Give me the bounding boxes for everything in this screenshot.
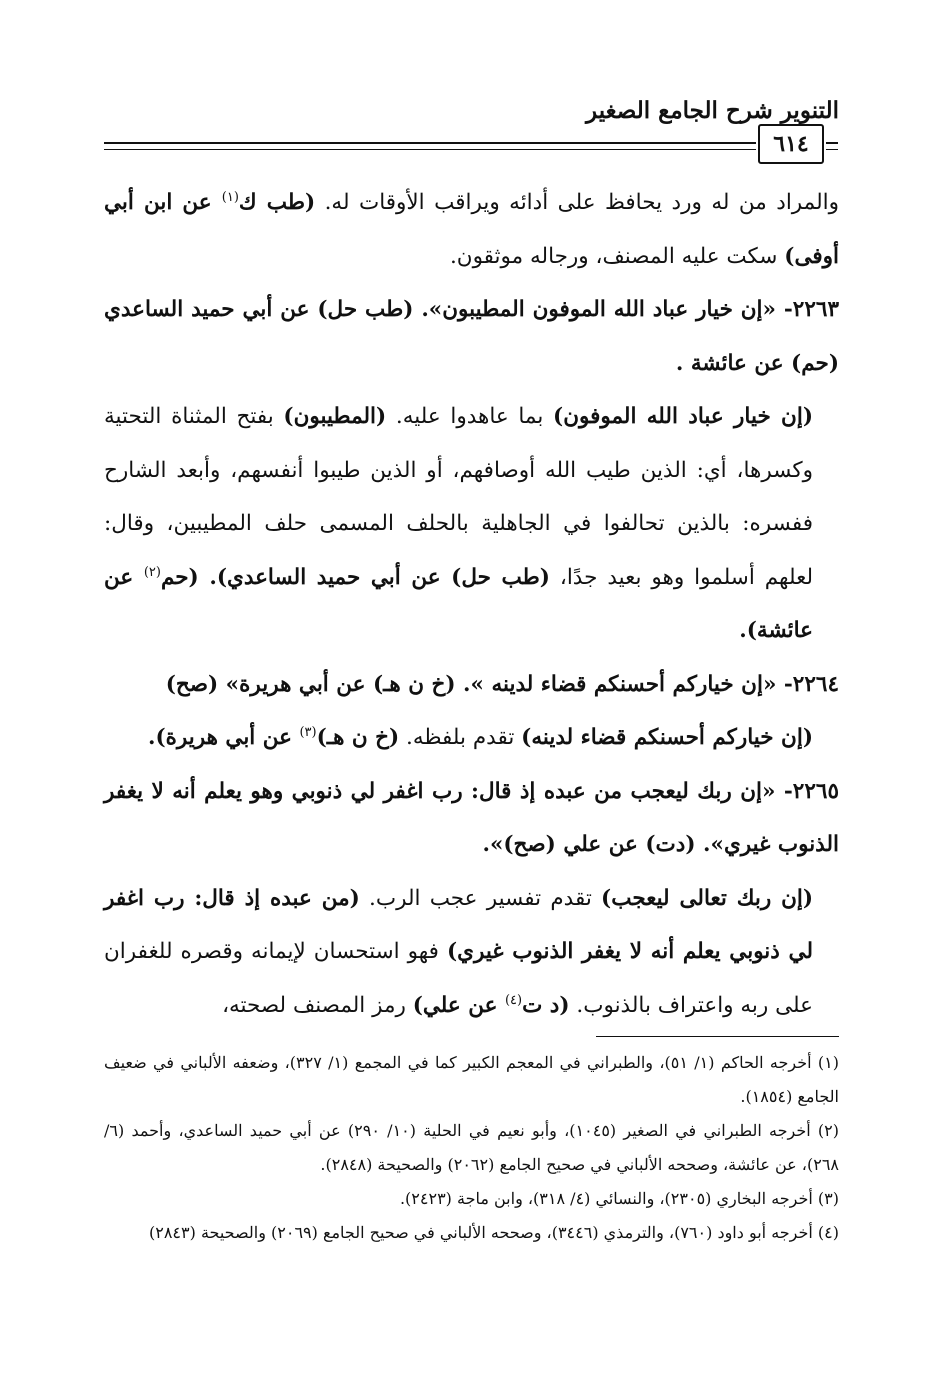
text-run: بما عاهدوا عليه. [386,404,554,429]
paragraph [104,390,839,658]
text-run: (المطيبون) [283,404,387,429]
text-run: تقدم بلفظه. [399,725,522,750]
text-run: (خ ن هـ) [316,725,400,750]
hadith-text: ٢٢٦٤- «إن خياركم أحسنكم قضاء لدينه ». (خ ن هـ) عن أبي هريرة» (صح) [165,671,839,697]
header-rule [104,142,756,150]
footnotes [104,1046,839,1250]
text-run: بفتح المثناة التحتية وكسرها، أي: الذين طيب الله أوصافهم، أو الذين طيبوا أنفسهم، وأبعد الشارح ففسره: بالذين تحالفوا في الجاهلية بالحلف المسمى حلف المطيبين، وقال: لعلهم أسلموا وهو بعيد جدًا، [104,404,814,590]
footnote: (٤) أخرجه أبو داود (٧٦٠)، والترمذي (٣٤٤٦)، وصححه الألباني في صحيح الجامع (٢٠٦٩) والصحيحة (٢٨٤٣) [148,1223,839,1242]
text-run: تقدم تفسير عجب الرب. [359,885,602,911]
text-run: (طب ك [238,190,316,215]
text-run: سكت عليه المصنف، ورجاله موثقون. [449,243,785,269]
footnote-ref: (٢) [143,564,161,580]
paragraph [104,176,839,283]
text-run: عن عائشة). [104,564,813,643]
footnote-ref: (٤) [504,992,523,1008]
text-run: (إن خياركم أحسنكم قضاء لدينه) [521,725,813,750]
running-header-title: التنوير شرح الجامع الصغير [586,97,839,124]
footnote-separator [596,1036,839,1037]
footnote: (٣) أخرجه البخاري (٢٣٠٥)، والنسائي (٤/ ٣١٨)، وابن ماجة (٢٤٢٣). [399,1189,839,1208]
footnote-ref: (١) [221,189,239,205]
hadith-text: ٢٢٦٣- «إن خيار عباد الله الموفون المطيبون». (طب حل) عن أبي حميد الساعدي (حم) عن عائشة . [104,297,839,376]
text-run: رمز المصنف لصحته، [222,992,413,1018]
footnote: (١) أخرجه الحاكم (١/ ٥١)، والطبراني في المعجم الكبير كما في المجمع (١/ ٣٢٧)، وضعفه الألباني في ضعيف الجامع (١٨٥٤). [104,1053,839,1106]
page-number: ٦١٤ [758,124,824,164]
text-run: عن أبي هريرة). [147,725,300,750]
paragraph [104,872,839,1033]
text-run: فهو استحسان لإيمانه وقصره للغفران على ربه واعتراف بالذنوب. [104,939,813,1018]
text-run: (إن ربك تعالى ليعجب) [601,885,814,911]
hadith-text: ٢٢٦٥- «إن ربك ليعجب من عبده إذ قال: رب اغفر لي ذنوبي وهو يعلم أنه لا يغفر الذنوب غيري». (دت) عن علي (صح)». [104,778,839,857]
text-run: عن ابن أبي أوفى) [104,190,839,269]
hadith-entry [104,283,839,390]
main-text [104,176,839,1032]
footnote: (٢) أخرجه الطبراني في الصغير (١٠٤٥)، وأبو نعيم في الحلية (١٠/ ٢٩٠) عن أبي حميد الساعدي، وأحمد (٦/ ٢٦٨)، عن عائشة، وصححه الألباني في صحيح الجامع (٢٠٦٢) والصحيحة (٢٨٤٨). [104,1121,840,1174]
text-run: (من عبده إذ قال: رب اغفر لي ذنوبي يعلم أنه لا يغفر الذنوب غيري) [104,885,813,964]
header-rule-end [826,142,838,150]
paragraph [104,711,839,765]
text-run: عن علي) [412,992,505,1018]
hadith-entry [104,658,839,712]
hadith-entry [104,765,839,872]
text-run: (د ت [522,992,570,1018]
text-run: والمراد من له ورد يحافظ على أدائه ويراقب الأوقات له. [315,190,839,215]
footnote-ref: (٣) [299,724,317,740]
text-run: (طب حل) عن أبي حميد الساعدي). (حم [160,564,550,590]
text-run: (إن خيار عباد الله الموفون) [553,404,813,429]
